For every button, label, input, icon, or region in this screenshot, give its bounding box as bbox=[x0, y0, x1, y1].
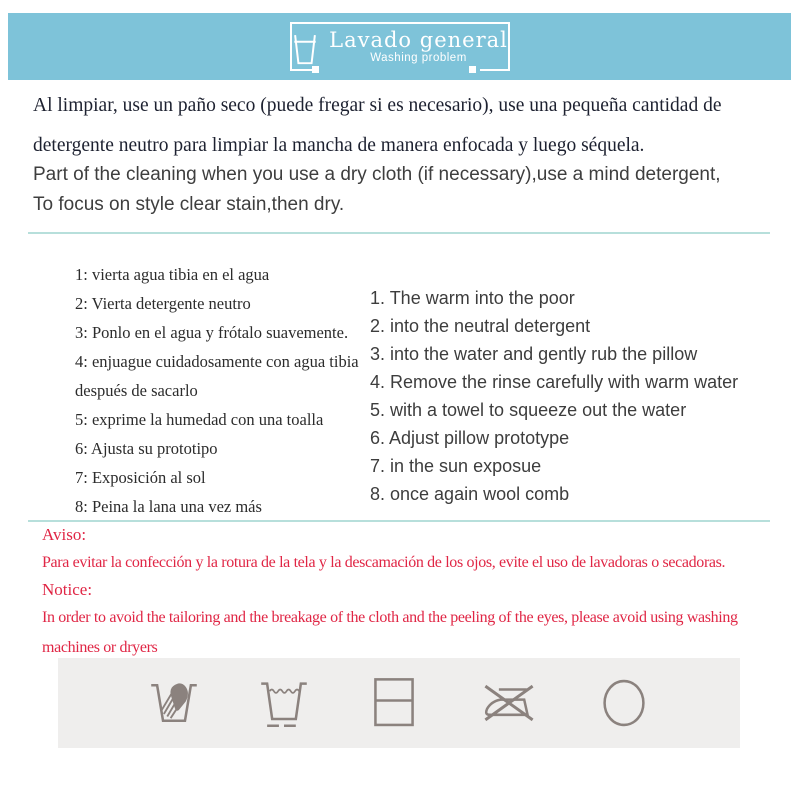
dry-clean-icon bbox=[597, 676, 651, 730]
border-gap bbox=[316, 68, 480, 71]
notice-text-line2: machines or dryers bbox=[42, 639, 158, 656]
dry-flat-icon bbox=[367, 676, 421, 730]
notice-section bbox=[42, 524, 738, 658]
step-item: 8: Peina la lana una vez más bbox=[75, 497, 262, 516]
english-steps-list bbox=[370, 284, 738, 508]
step-item: 2: Vierta detergente neutro bbox=[75, 294, 251, 313]
step-item: 2. into the neutral detergent bbox=[370, 316, 591, 336]
step-item: 1: vierta agua tibia en el agua bbox=[75, 265, 270, 284]
intro-spanish-line1: Al limpiar, use un paño seco (puede fregar si es necesario), use una pequeña cantidad de bbox=[33, 95, 722, 116]
aviso-text: Para evitar la confección y la rotura de la tela y la descamación de los ojos, evite el uso de lavadoras o secadoras. bbox=[42, 554, 726, 571]
step-item: 8. once again wool comb bbox=[370, 484, 570, 504]
notice-text-line1: In order to avoid the tailoring and the breakage of the cloth and the peeling of the eyes, please avoid using washing bbox=[42, 609, 738, 626]
step-item: 4. Remove the rinse carefully with warm water bbox=[370, 372, 739, 392]
step-item: 6. Adjust pillow prototype bbox=[370, 428, 570, 448]
header-text bbox=[329, 28, 508, 65]
intro-english-line1: Part of the cleaning when you use a dry cloth (if necessary),use a mind detergent, bbox=[33, 164, 721, 185]
header-box bbox=[290, 22, 510, 71]
header-title: Lavado general bbox=[329, 28, 508, 52]
header-band bbox=[8, 13, 791, 80]
border-square-right bbox=[469, 66, 476, 73]
step-item: 7. in the sun exposue bbox=[370, 456, 542, 476]
intro-english bbox=[33, 160, 721, 220]
intro-spanish-line2: detergente neutro para limpiar la mancha de manera enfocada y luego séquela. bbox=[33, 135, 645, 156]
notice-label: Notice: bbox=[42, 580, 93, 599]
step-item: 4: enjuague cuidadosamente con agua tibia después de sacarlo bbox=[75, 352, 359, 400]
intro-english-line2: To focus on style clear stain,then dry. bbox=[33, 194, 345, 215]
intro-spanish bbox=[33, 86, 722, 166]
header-subtitle: Washing problem bbox=[370, 52, 467, 64]
care-icons-band bbox=[58, 658, 740, 748]
do-not-iron-icon bbox=[477, 676, 541, 730]
step-item: 7: Exposición al sol bbox=[75, 468, 206, 487]
step-item: 1. The warm into the poor bbox=[370, 288, 575, 308]
step-item: 3. into the water and gently rub the pillow bbox=[370, 344, 698, 364]
spanish-steps-list bbox=[75, 260, 380, 521]
step-item: 5. with a towel to squeeze out the water bbox=[370, 400, 687, 420]
wash-tub-icon bbox=[291, 31, 319, 69]
divider-top bbox=[28, 232, 770, 234]
step-item: 5: exprime la humedad con una toalla bbox=[75, 410, 324, 429]
step-item: 3: Ponlo en el agua y frótalo suavemente. bbox=[75, 323, 349, 342]
border-square-left bbox=[312, 66, 319, 73]
step-item: 6: Ajusta su prototipo bbox=[75, 439, 218, 458]
aviso-label: Aviso: bbox=[42, 525, 87, 544]
gentle-wash-icon bbox=[257, 676, 311, 730]
hand-wash-icon bbox=[147, 676, 201, 730]
divider-bottom bbox=[28, 520, 770, 522]
